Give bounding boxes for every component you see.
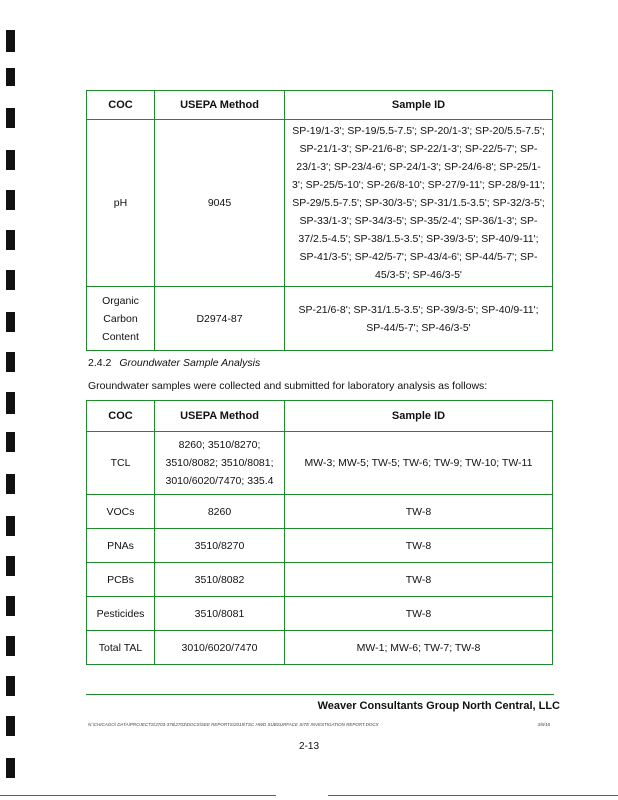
binder-mark xyxy=(6,270,15,290)
table-row xyxy=(87,631,553,665)
file-path: N:\CHICAGO\ DATA\PROJECTS\3703-376\2703\DOCS\SEE REPORTS\2015\TSC HWD SUBSURFACE SITE INVESTIGATION REPORT.DOCX xyxy=(88,722,379,727)
binder-mark xyxy=(6,432,15,452)
company-name: Weaver Consultants Group North Central, LLC xyxy=(317,700,560,712)
bottom-edge-line xyxy=(0,795,276,796)
cell-method: 3510/8270 xyxy=(155,529,285,563)
intro-paragraph: Groundwater samples were collected and submitted for laboratory analysis as follows: xyxy=(88,380,488,392)
binder-mark xyxy=(6,758,15,778)
cell-method: D2974-87 xyxy=(155,287,285,351)
binder-mark xyxy=(6,474,15,494)
binder-mark xyxy=(6,516,15,536)
cell-method: 9045 xyxy=(155,120,285,287)
binder-mark xyxy=(6,636,15,656)
section-number: 2.4.2 xyxy=(88,357,112,369)
binder-mark xyxy=(6,230,15,250)
bottom-edge-line xyxy=(328,795,618,796)
page-number: 2-13 xyxy=(298,741,319,752)
table-header-row xyxy=(87,401,553,432)
cell-method: 3510/8081 xyxy=(155,597,285,631)
binder-mark xyxy=(6,312,15,332)
table-row xyxy=(87,563,553,597)
binder-mark xyxy=(6,556,15,576)
table-row xyxy=(87,597,553,631)
cell-sample-id: MW-3; MW-5; TW-5; TW-6; TW-9; TW-10; TW-11 xyxy=(285,432,553,495)
cell-coc: Pesticides xyxy=(87,597,155,631)
binder-mark xyxy=(6,352,15,372)
binder-mark xyxy=(6,596,15,616)
footer-divider xyxy=(86,694,554,695)
table-row xyxy=(87,432,553,495)
cell-coc: pH xyxy=(87,120,155,287)
header-sample-id: Sample ID xyxy=(285,401,553,432)
revision-date: 3/8/16 xyxy=(537,722,550,727)
cell-method: 3510/8082 xyxy=(155,563,285,597)
cell-coc: Organic Carbon Content xyxy=(87,287,155,351)
soil-analysis-table xyxy=(86,90,553,351)
cell-sample-id: TW-8 xyxy=(285,495,553,529)
groundwater-analysis-table xyxy=(86,400,553,665)
cell-sample-id: MW-1; MW-6; TW-7; TW-8 xyxy=(285,631,553,665)
header-usepa-method: USEPA Method xyxy=(155,401,285,432)
cell-coc: TCL xyxy=(87,432,155,495)
cell-sample-id: TW-8 xyxy=(285,563,553,597)
section-heading xyxy=(88,357,260,369)
cell-coc: VOCs xyxy=(87,495,155,529)
binder-mark xyxy=(6,676,15,696)
cell-coc: Total TAL xyxy=(87,631,155,665)
table-header-row xyxy=(87,91,553,120)
binder-mark xyxy=(6,150,15,170)
binder-mark xyxy=(6,108,15,128)
cell-sample-id: SP-21/6-8'; SP-31/1.5-3.5'; SP-39/3-5'; SP-40/9-11'; SP-44/5-7'; SP-46/3-5' xyxy=(285,287,553,351)
cell-sample-id: SP-19/1-3'; SP-19/5.5-7.5'; SP-20/1-3'; SP-20/5.5-7.5'; SP-21/1-3'; SP-21/6-8'; SP-22/1-3'; SP-22/5-7'; SP-23/1-3'; SP-23/4-6'; SP-24/1-3'; SP-24/6-8'; SP-25/1-3'; SP-25/5-10'; SP-26/8-10'; SP-27/9-11'; SP-28/9-11'; SP-29/5.5-7.5'; SP-30/3-5'; SP-31/1.5-3.5'; SP-32/3-5'; SP-33/1-3'; SP-34/3-5'; SP-35/2-4'; SP-36/1-3'; SP-37/2.5-4.5'; SP-38/1.5-3.5'; SP-39/3-5'; SP-40/9-11'; SP-41/3-5'; SP-42/5-7'; SP-43/4-6'; SP-44/5-7'; SP-45/3-5'; SP-46/3-5' xyxy=(285,120,553,287)
cell-coc: PCBs xyxy=(87,563,155,597)
cell-sample-id: TW-8 xyxy=(285,597,553,631)
table-row xyxy=(87,120,553,287)
cell-method: 8260; 3510/8270; 3510/8082; 3510/8081; 3010/6020/7470; 335.4 xyxy=(155,432,285,495)
cell-coc: PNAs xyxy=(87,529,155,563)
binder-mark xyxy=(6,392,15,414)
header-sample-id: Sample ID xyxy=(285,91,553,120)
table-row xyxy=(87,287,553,351)
binder-mark xyxy=(6,30,15,52)
header-coc: COC xyxy=(87,91,155,120)
table-row xyxy=(87,529,553,563)
cell-method: 3010/6020/7470 xyxy=(155,631,285,665)
binder-mark xyxy=(6,190,15,210)
binder-mark xyxy=(6,68,15,86)
cell-method: 8260 xyxy=(155,495,285,529)
table-row xyxy=(87,495,553,529)
cell-sample-id: TW-8 xyxy=(285,529,553,563)
section-title: Groundwater Sample Analysis xyxy=(119,357,261,369)
header-coc: COC xyxy=(87,401,155,432)
binder-mark xyxy=(6,716,15,736)
header-usepa-method: USEPA Method xyxy=(155,91,285,120)
